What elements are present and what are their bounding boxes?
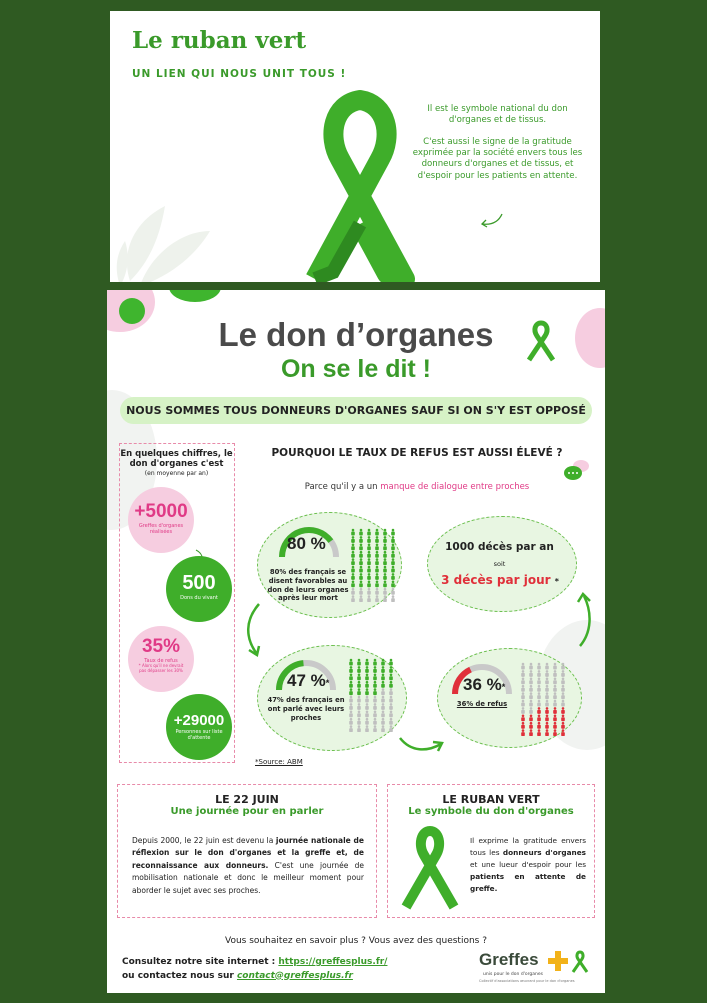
person-icon [349,725,353,732]
logo-name: Greffes [479,950,539,969]
contact-line2: ou contactez nous sur [122,970,237,981]
ribbon-text [470,835,586,895]
person-icon [553,663,557,670]
stat-living-donors [166,556,232,622]
person-icon [365,674,369,681]
june-subheading: Une journée pour en parler [170,806,324,817]
person-icon [529,707,533,714]
person-icon [391,529,395,536]
person-icon [375,595,379,602]
person-icon [545,700,549,707]
person-icon [545,670,549,677]
person-icon [373,688,377,695]
person-icon [375,529,379,536]
ribbon-subheading: Le symbole du don d'organes [408,806,574,817]
person-icon [391,544,395,551]
greffes-plus-logo [479,950,599,988]
person-icon [373,659,377,666]
page-title: Le don d’organes [218,316,494,353]
person-icon [373,718,377,725]
person-icon [537,729,541,736]
stats-note: (en moyenne par an) [144,470,209,478]
person-icon [389,703,393,710]
person-icon [391,595,395,602]
person-icon [553,715,557,722]
pct-36-star: * [501,682,506,692]
infographic-card [107,290,605,993]
person-icon [359,558,363,565]
person-icon [389,681,393,688]
person-icon [529,715,533,722]
stat-value: +29000 [173,712,225,729]
person-icon [357,703,361,710]
deaths-per-day-text: 3 décès par jour [441,573,551,587]
person-icon [389,718,393,725]
person-icon [373,711,377,718]
person-icon [381,696,385,703]
person-icon [367,544,371,551]
stat-value: 500 [182,572,216,594]
person-icon [373,725,377,732]
person-icon [389,725,393,732]
stat-transplants [128,487,194,553]
person-icon [537,707,541,714]
stats-heading [120,449,233,478]
person-icon [553,678,557,685]
person-icon [561,670,565,677]
person-icon [351,581,355,588]
person-icon [561,678,565,685]
person-icon [349,659,353,666]
stat-label: Dons du vivant [180,595,218,601]
person-icon [383,544,387,551]
why-heading: POURQUOI LE TAUX DE REFUS EST AUSSI ÉLEVÉ ? [271,447,563,459]
person-icon [383,588,387,595]
person-icon [367,566,371,573]
person-icon [381,666,385,673]
stat-refusal-rate [128,626,194,692]
person-icon [521,670,525,677]
person-icon [351,551,355,558]
person-icon [365,681,369,688]
person-icon [351,566,355,573]
person-icon [529,678,533,685]
person-icon [375,551,379,558]
stat-label: Greffes d'organes réalisées [138,523,184,535]
person-icon [375,573,379,580]
person-icon [537,700,541,707]
person-icon [359,544,363,551]
person-icon [521,707,525,714]
person-icon [349,666,353,673]
person-icon [381,725,385,732]
person-icon [561,729,565,736]
ribbon-text-bold2: patients en attente de greffe. [470,872,586,894]
ribbon-heading: LE RUBAN VERT [442,793,540,806]
person-icon [349,696,353,703]
person-icon [389,711,393,718]
deaths-per-day [425,573,575,587]
person-icon [349,674,353,681]
person-icon [375,544,379,551]
person-icon [367,529,371,536]
person-icon [375,566,379,573]
logo-tagline2: Collectif d'associations œuvrant pour le don d'organes [479,979,575,983]
person-icon [373,666,377,673]
person-icon [553,692,557,699]
person-icon [367,595,371,602]
person-icon [553,729,557,736]
person-icon [553,700,557,707]
cycle-arrow-right-icon [572,590,600,650]
person-icon [359,573,363,580]
person-icon [367,588,371,595]
person-icon [383,558,387,565]
website-link[interactable]: https://greffesplus.fr/ [278,957,388,967]
person-icon [357,666,361,673]
person-icon [521,678,525,685]
person-icon [545,722,549,729]
person-icon [349,718,353,725]
person-icon [383,536,387,543]
opt-out-banner: NOUS SOMMES TOUS DONNEURS D'ORGANES SAUF SI ON S'Y EST OPPOSÉ [120,397,592,424]
person-icon [351,595,355,602]
person-icon [365,666,369,673]
email-link[interactable]: contact@greffesplus.fr [236,970,353,981]
chat-bubbles-icon [562,458,590,484]
people-grid-80 [349,528,397,602]
person-icon [529,663,533,670]
person-icon [367,581,371,588]
person-icon [357,688,361,695]
plus-icon [547,950,569,972]
person-icon [553,670,557,677]
person-icon [529,685,533,692]
person-icon [367,573,371,580]
deaths-star: * [554,577,559,586]
person-icon [391,566,395,573]
person-icon [389,659,393,666]
person-icon [553,722,557,729]
cycle-arrow-bottom-icon [397,730,447,756]
person-icon [359,529,363,536]
person-icon [391,581,395,588]
cycle-arrow-left-icon [237,600,273,660]
person-icon [351,544,355,551]
person-icon [529,729,533,736]
person-icon [391,558,395,565]
person-icon [367,558,371,565]
contact-line1: Consultez notre site internet : [122,957,279,967]
why-subtitle-prefix: Parce qu'il y a un [304,482,381,492]
june-text-part1: Depuis 2000, le 22 juin est devenu la [132,836,276,845]
person-icon [537,670,541,677]
person-icon [365,659,369,666]
person-icon [381,718,385,725]
person-icon [357,718,361,725]
person-icon [375,558,379,565]
ribbon-card-description [410,104,585,192]
june-22-box [117,784,377,918]
person-icon [529,700,533,707]
person-icon [351,536,355,543]
more-info-text: Vous souhaitez en savoir plus ? Vous avez des questions ? [225,936,487,946]
person-icon [381,659,385,666]
person-icon [529,722,533,729]
person-icon [365,688,369,695]
person-icon [373,703,377,710]
curved-arrow-icon [478,211,504,229]
person-icon [381,681,385,688]
person-icon [365,718,369,725]
person-icon [545,663,549,670]
person-icon [357,696,361,703]
pct-36-label [463,675,505,695]
people-grid-47 [347,658,395,732]
green-dot-decoration [169,290,221,302]
person-icon [359,536,363,543]
why-subtitle [252,482,582,492]
person-icon [351,588,355,595]
stat-value: 35% [141,636,181,657]
ribbon-card-subtitle: UN LIEN QUI NOUS UNIT TOUS ! [132,68,347,80]
stat-value: +5000 [134,501,188,522]
person-icon [357,659,361,666]
people-grid-36 [519,662,567,736]
june-text [132,835,364,897]
source-note: *Source: ABM [255,758,303,766]
person-icon [365,703,369,710]
person-icon [537,692,541,699]
person-icon [545,685,549,692]
person-icon [391,588,395,595]
person-icon [365,725,369,732]
pct-47-value: 47 % [287,671,326,690]
person-icon [367,536,371,543]
person-icon [553,685,557,692]
person-icon [383,566,387,573]
person-icon [351,558,355,565]
person-icon [521,715,525,722]
person-icon [389,674,393,681]
person-icon [367,551,371,558]
june-text-part2: C'est une journée de mobilisation nationale et donc le meilleur moment pour aborder le sujet avec ses proches. [132,860,365,895]
person-icon [537,678,541,685]
stat-label: Taux de refus [144,658,178,664]
person-icon [561,663,565,670]
person-icon [373,674,377,681]
ribbon-text-part1: Il exprime la gratitude envers tous les [470,836,586,858]
person-icon [391,551,395,558]
page-subtitle: On se le dit ! [280,355,432,383]
contact-block [122,956,387,983]
person-icon [373,681,377,688]
person-icon [375,581,379,588]
person-icon [375,536,379,543]
person-icon [365,711,369,718]
person-icon [561,685,565,692]
person-icon [561,715,565,722]
person-icon [389,688,393,695]
person-icon [383,573,387,580]
person-icon [381,674,385,681]
person-icon [357,681,361,688]
person-icon [561,707,565,714]
person-icon [545,729,549,736]
person-icon [521,685,525,692]
person-icon [359,551,363,558]
ribbon-symbol-box [387,784,595,918]
deaths-soit: soit [493,560,506,568]
stats-panel [119,443,235,763]
small-ribbon-icon [571,950,589,974]
why-subtitle-highlight: manque de dialogue entre proches [380,482,530,492]
person-icon [529,692,533,699]
person-icon [545,678,549,685]
june-heading: LE 22 JUIN [215,793,279,806]
pct-47-star: * [325,678,330,688]
person-icon [537,685,541,692]
person-icon [375,588,379,595]
person-icon [545,715,549,722]
stats-heading-text: En quelques chiffres, le don d'organes c'est [120,449,233,470]
logo-tagline: unis pour le don d'organes [483,972,544,977]
person-icon [521,663,525,670]
person-icon [561,722,565,729]
person-icon [391,573,395,580]
person-icon [359,581,363,588]
small-ribbon-icon [525,320,557,362]
person-icon [359,595,363,602]
person-icon [561,700,565,707]
pct-36-value: 36 % [463,675,502,694]
talked-text: 47% des français en ont parlé avec leurs proches [267,696,345,722]
stat-label: Personnes sur liste d'attente [175,729,223,741]
person-icon [381,703,385,710]
person-icon [359,566,363,573]
person-icon [357,711,361,718]
pct-80-label: 80 % [287,534,326,553]
person-icon [529,670,533,677]
ribbon-card-title: Le ruban vert [132,27,307,54]
stat-note: * Alors qu'il ne devrait pas dépasser les 30% [138,663,184,673]
person-icon [553,707,557,714]
person-icon [357,725,361,732]
person-icon [521,700,525,707]
person-icon [383,581,387,588]
ribbon-card-para2: C'est aussi le signe de la gratitude exprimée par la société envers tous les donneurs d'organes et de tissus, et d'espoir pour les patients en attente. [412,136,583,181]
person-icon [383,529,387,536]
green-ribbon-icon [396,825,464,911]
deaths-per-year: 1000 décès par an [445,541,554,553]
leaf-decoration-icon [110,181,240,282]
pct-47-label [287,671,329,691]
person-icon [383,595,387,602]
person-icon [521,692,525,699]
person-icon [521,722,525,729]
person-icon [383,551,387,558]
person-icon [349,681,353,688]
person-icon [357,674,361,681]
person-icon [349,688,353,695]
person-icon [381,711,385,718]
june-text-bold: journée nationale de réflexion sur le don d'organes et la greffe et, de reconnaissance aux donneurs. [132,836,364,870]
favorable-text: 80% des français se disent favorables au don de leurs organes après leur mort [267,568,349,603]
person-icon [373,696,377,703]
person-icon [545,707,549,714]
person-icon [351,573,355,580]
person-icon [351,529,355,536]
stat-waiting-list [166,694,232,760]
person-icon [537,663,541,670]
refusal-text: 36% de refus [456,700,508,708]
person-icon [359,588,363,595]
person-icon [349,711,353,718]
person-icon [537,722,541,729]
person-icon [545,692,549,699]
person-icon [389,696,393,703]
person-icon [365,696,369,703]
ribbon-card [110,11,600,282]
person-icon [537,715,541,722]
ribbon-text-part2: et une lueur d'espoir pour les [470,860,586,870]
ribbon-text-bold1: donneurs d'organes [502,848,586,858]
person-icon [521,729,525,736]
person-icon [561,692,565,699]
person-icon [381,688,385,695]
person-icon [389,666,393,673]
person-icon [391,536,395,543]
ribbon-card-para1: Il est le symbole national du don d'organes et de tissus. [427,104,568,126]
person-icon [349,703,353,710]
